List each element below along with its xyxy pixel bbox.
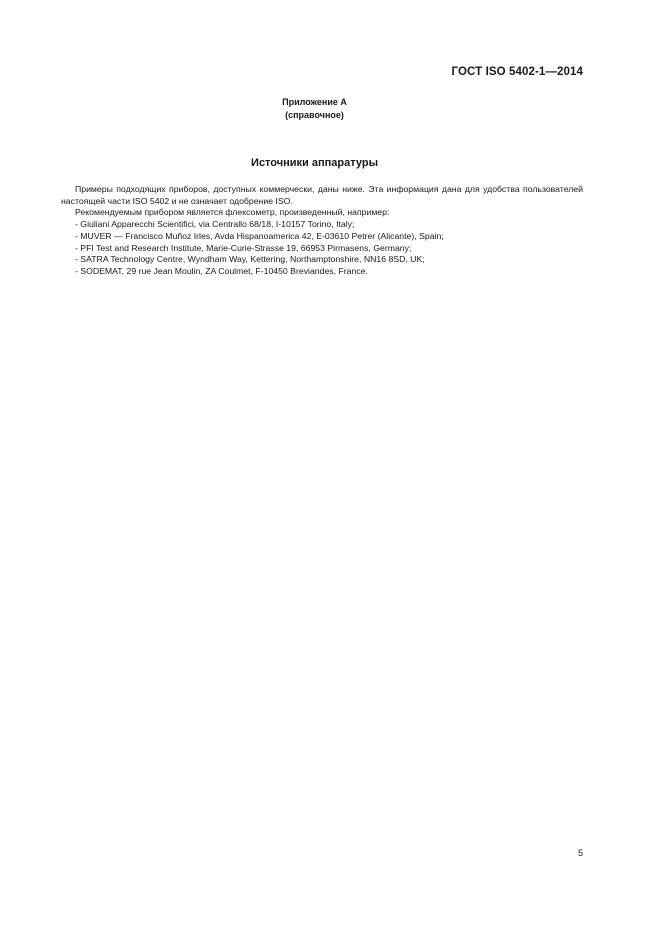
document-code-header: ГОСТ ISO 5402-1—2014: [451, 66, 583, 78]
intro-paragraph: Примеры подходящих приборов, доступных коммерчески, даны ниже. Эта информация дана для удобства пользователей настоящей части ISO 5402 и не означает одобрение ISO.: [61, 184, 583, 206]
body-text: [61, 184, 583, 278]
appendix-heading: [0, 96, 629, 122]
page-number: 5: [577, 848, 583, 858]
recommendation-line: Рекомендуемым прибором является флексометр, произведенный, например:: [75, 207, 390, 218]
section-title: Источники аппаратуры: [251, 157, 378, 169]
supplier-item: - SATRA Technology Centre, Wyndham Way, Kettering, Northamptonshire, NN16 8SD, UK;: [75, 254, 425, 265]
supplier-item: - MUVER — Francisco Muñoz Irles, Avda Hispanoamerica 42, E-03610 Petrer (Alicante), Spain;: [75, 230, 444, 241]
supplier-item: - Giuliani Apparecchi Scientifici, via Centrallo 68/18, I-10157 Torino, Italy;: [75, 219, 355, 230]
supplier-item: - PFI Test and Research Institute, Marie-Curie-Strasse 19, 66953 Pirmasens, Germany;: [75, 242, 412, 253]
supplier-item: - SODEMAT, 29 rue Jean Moulin, ZA Coulmet, F-10450 Breviandes, France.: [75, 265, 368, 276]
appendix-title: Приложение А: [282, 97, 347, 107]
appendix-subtitle: (справочное): [285, 110, 344, 120]
